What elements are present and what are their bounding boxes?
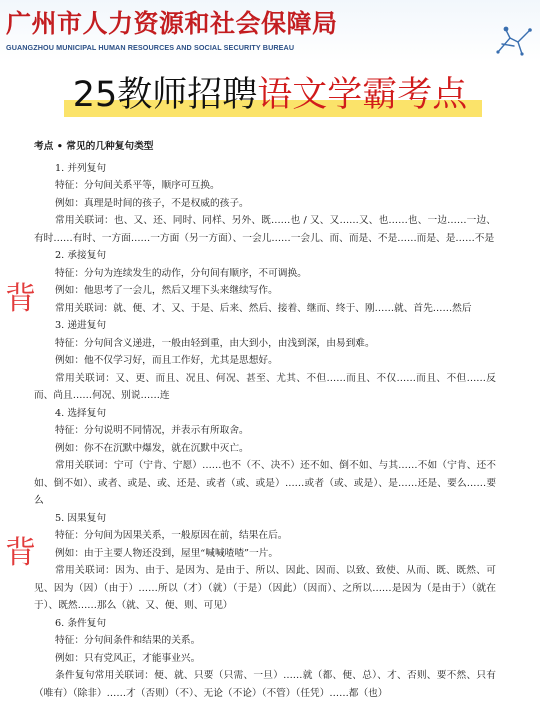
item-heading: 5. 因果复句: [55, 512, 107, 524]
item-connectives: 常用关联词：也、又、还、同时、同样、另外、既……也 / 又、又……又、也……也、一边……一边、有时……有时、一方面……一方面（另一方面）、一会儿……一会儿、而、而是、不是……而是、是……不是: [34, 215, 496, 244]
item-heading: 4. 选择复句: [55, 407, 107, 419]
list-item: [34, 615, 496, 703]
bureau-subtitle: GUANGZHOU MUNICIPAL HUMAN RESOURCES AND SOCIAL SECURITY BUREAU: [6, 43, 295, 52]
item-connectives: 常用关联词：就、便、才、又、于是、后来、然后、接着、继而、终于、刚……就、首先……然后: [55, 302, 472, 314]
item-feature: 特征：分句为连续发生的动作，分句间有顺序，不可调换。: [55, 267, 307, 279]
item-feature: 特征：分句间含义递进，一般由轻到重，由大到小，由浅到深，由易到难。: [55, 337, 375, 349]
item-example: 例如：由于主要人物还没到，屋里“喊喊喳喳”一片。: [55, 547, 279, 559]
list-item: [34, 317, 496, 405]
item-heading: 1. 并列复句: [55, 162, 107, 174]
item-feature: 特征：分句说明不同情况，并表示有所取舍。: [55, 425, 249, 436]
page-title: [0, 72, 540, 118]
item-heading: 6. 条件复句: [55, 617, 107, 629]
bureau-title: 广州市人力资源和社会保障局: [6, 9, 338, 38]
list-item: [34, 247, 496, 317]
item-connectives: 常用关联词：又、更、而且、况且、何况、甚至、尤其、不但……而且、不仅……而且、不但……反而、尚且……何况、别说……连: [34, 372, 496, 401]
flying-figure-logo-icon: [492, 24, 536, 58]
title-part-red: 语文学霸考点: [257, 75, 468, 115]
item-example: 例如：他不仅学习好，而且工作好，尤其是思想好。: [55, 355, 278, 366]
memorize-stamp-1: 背: [5, 281, 36, 317]
list-item: [34, 510, 496, 615]
title-part-black: 25教师招聘: [72, 75, 258, 115]
item-connectives: 常用关联词：因为、由于、是因为、是由于、所以、因此、因而、以致、致使、从而、既、既然、可见、因为（因）（由于）……所以（才）（就）（于是）（因此）（因而）、之所以……是因为（是由于）（就在于）、既然……那么（就、又、便、则、可见）: [34, 565, 496, 611]
header-banner: [0, 0, 540, 62]
list-item: [34, 405, 496, 510]
item-example: 例如：你不在沉默中爆发，就在沉默中灭亡。: [55, 442, 249, 454]
item-feature: 特征：分句间关系平等，顺序可互换。: [55, 180, 220, 191]
item-connectives: 常用关联词：宁可（宁肯、宁愿）……也不（不、决不）还不如、倒不如、与其……不如（宁肯、还不如、倒不如）、或者、或是、或、还是、或者（或、或是）……或者（或、或是）、是……还是、要么……要么: [34, 460, 496, 506]
item-feature: 特征：分句间条件和结果的关系。: [55, 635, 201, 646]
item-feature: 特征：分句间为因果关系，一般原因在前，结果在后。: [55, 530, 288, 541]
memorize-stamp-2: 背: [5, 535, 36, 571]
section-title: 考点 • 常见的几种复句类型: [34, 141, 154, 152]
item-heading: 2. 承接复句: [55, 250, 107, 261]
item-heading: 3. 递进复句: [55, 320, 107, 331]
item-example: 例如：只有党风正，才能事业兴。: [55, 652, 201, 664]
item-connectives: 条件复句常用关联词：便、就、只要（只需、一旦）……就（都、便、总）、才、否则、要不然、只有（唯有）（除非）……才（否则）（不）、无论（不论）（不管）（任凭）……都（也）: [34, 670, 496, 699]
item-example: 例如：他思考了一会儿，然后又埋下头来继续写作。: [55, 285, 278, 296]
list-item: [34, 160, 496, 248]
article-body: [34, 138, 496, 702]
item-example: 例如：真理是时间的孩子，不是权威的孩子。: [55, 197, 249, 209]
